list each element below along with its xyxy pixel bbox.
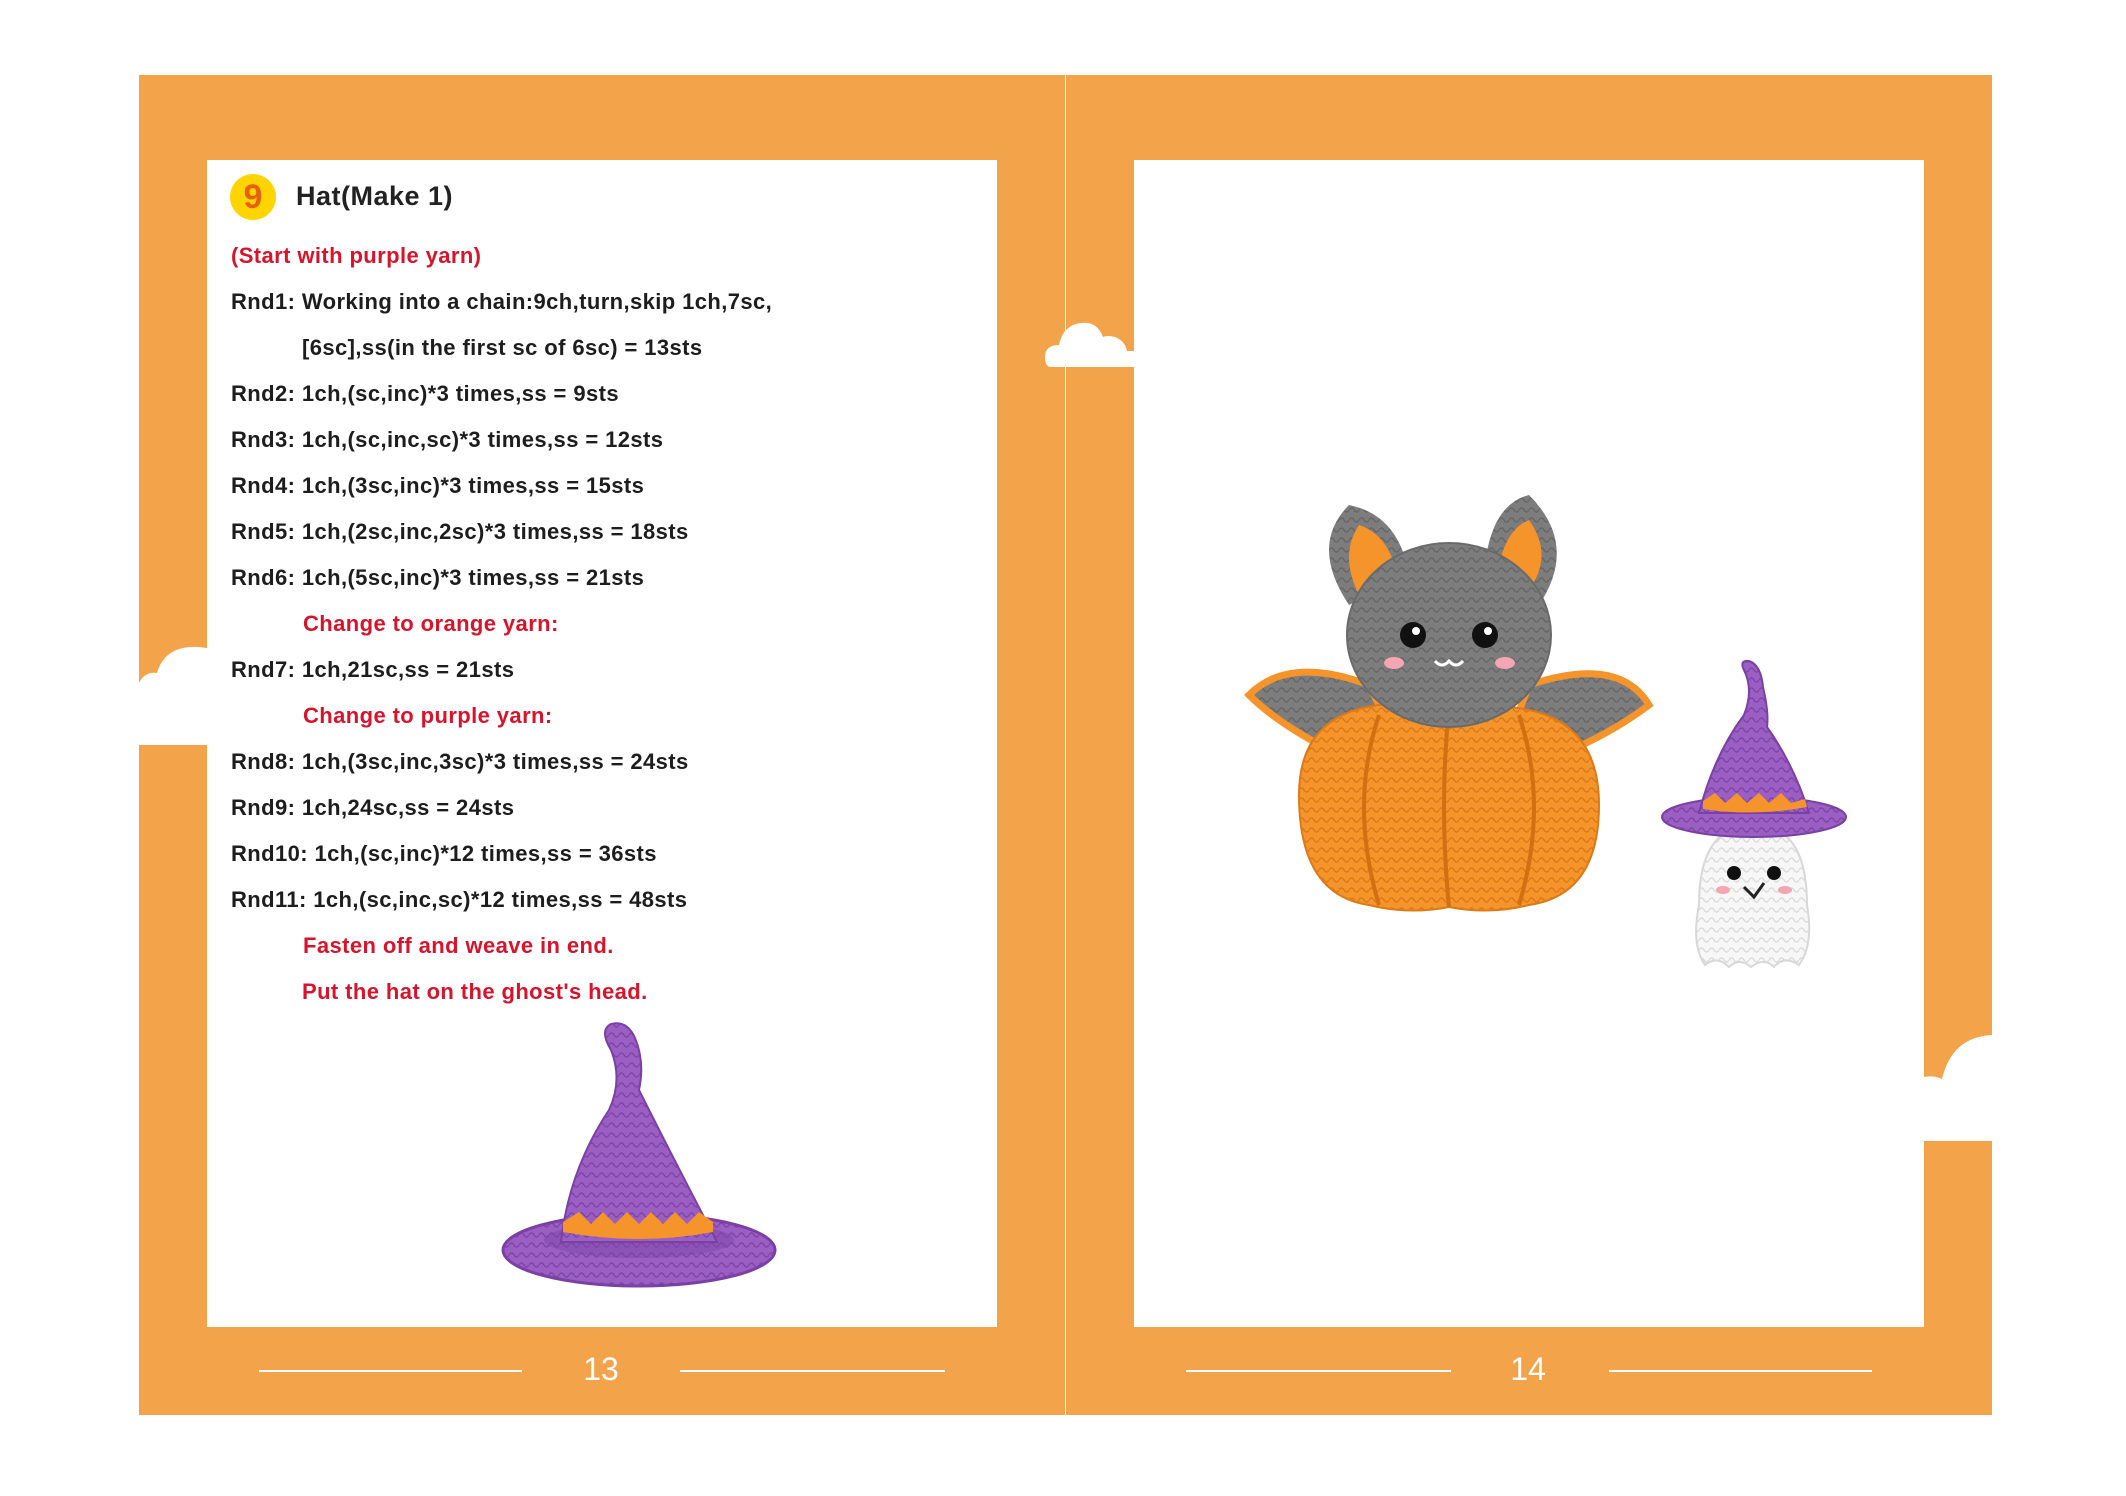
footer-rule-right-a [1186,1370,1451,1372]
cloud-left-edge-icon [139,645,214,755]
instruction-line: Put the hat on the ghost's head. [302,979,648,1004]
section-title: Hat(Make 1) [296,181,454,211]
instruction-line: Rnd10: 1ch,(sc,inc)*12 times,ss = 36sts [231,841,657,866]
instruction-line: Rnd5: 1ch,(2sc,inc,2sc)*3 times,ss = 18sts [231,519,689,544]
instruction-line: Rnd2: 1ch,(sc,inc)*3 times,ss = 9sts [231,381,619,406]
instruction-line: Change to orange yarn: [303,611,559,636]
instruction-line: [6sc],ss(in the first sc of 6sc) = 13sts [302,335,703,360]
instruction-line: Rnd4: 1ch,(3sc,inc)*3 times,ss = 15sts [231,473,645,498]
instruction-line: Rnd3: 1ch,(sc,inc,sc)*3 times,ss = 12sts [231,427,664,452]
book-spread [139,75,1992,1415]
cloud-center-icon [1045,315,1135,370]
instruction-line: Rnd9: 1ch,24sc,ss = 24sts [231,795,515,820]
instruction-line: Rnd7: 1ch,21sc,ss = 21sts [231,657,515,682]
bat-pumpkin-ghost-image [1229,465,1849,985]
instruction-line: Rnd8: 1ch,(3sc,inc,3sc)*3 times,ss = 24sts [231,749,689,774]
cloud-right-edge-icon [1924,1035,1992,1145]
page-number-right: 14 [1510,1351,1546,1387]
instruction-line: Rnd11: 1ch,(sc,inc,sc)*12 times,ss = 48sts [231,887,688,912]
instruction-line: Fasten off and weave in end. [303,933,614,958]
footer-rule-left-a [259,1370,522,1372]
footer-rule-left-b [680,1370,945,1372]
instruction-line: Change to purple yarn: [303,703,553,728]
footer-rule-right-b [1609,1370,1872,1372]
page-number-left: 13 [583,1351,619,1387]
instruction-line: Rnd6: 1ch,(5sc,inc)*3 times,ss = 21sts [231,565,645,590]
witch-hat-image [499,1020,789,1290]
step-number-badge: 9 [230,174,276,220]
instruction-line: (Start with purple yarn) [231,243,482,268]
instruction-line: Rnd1: Working into a chain:9ch,turn,skip 1ch,7sc, [231,289,773,314]
